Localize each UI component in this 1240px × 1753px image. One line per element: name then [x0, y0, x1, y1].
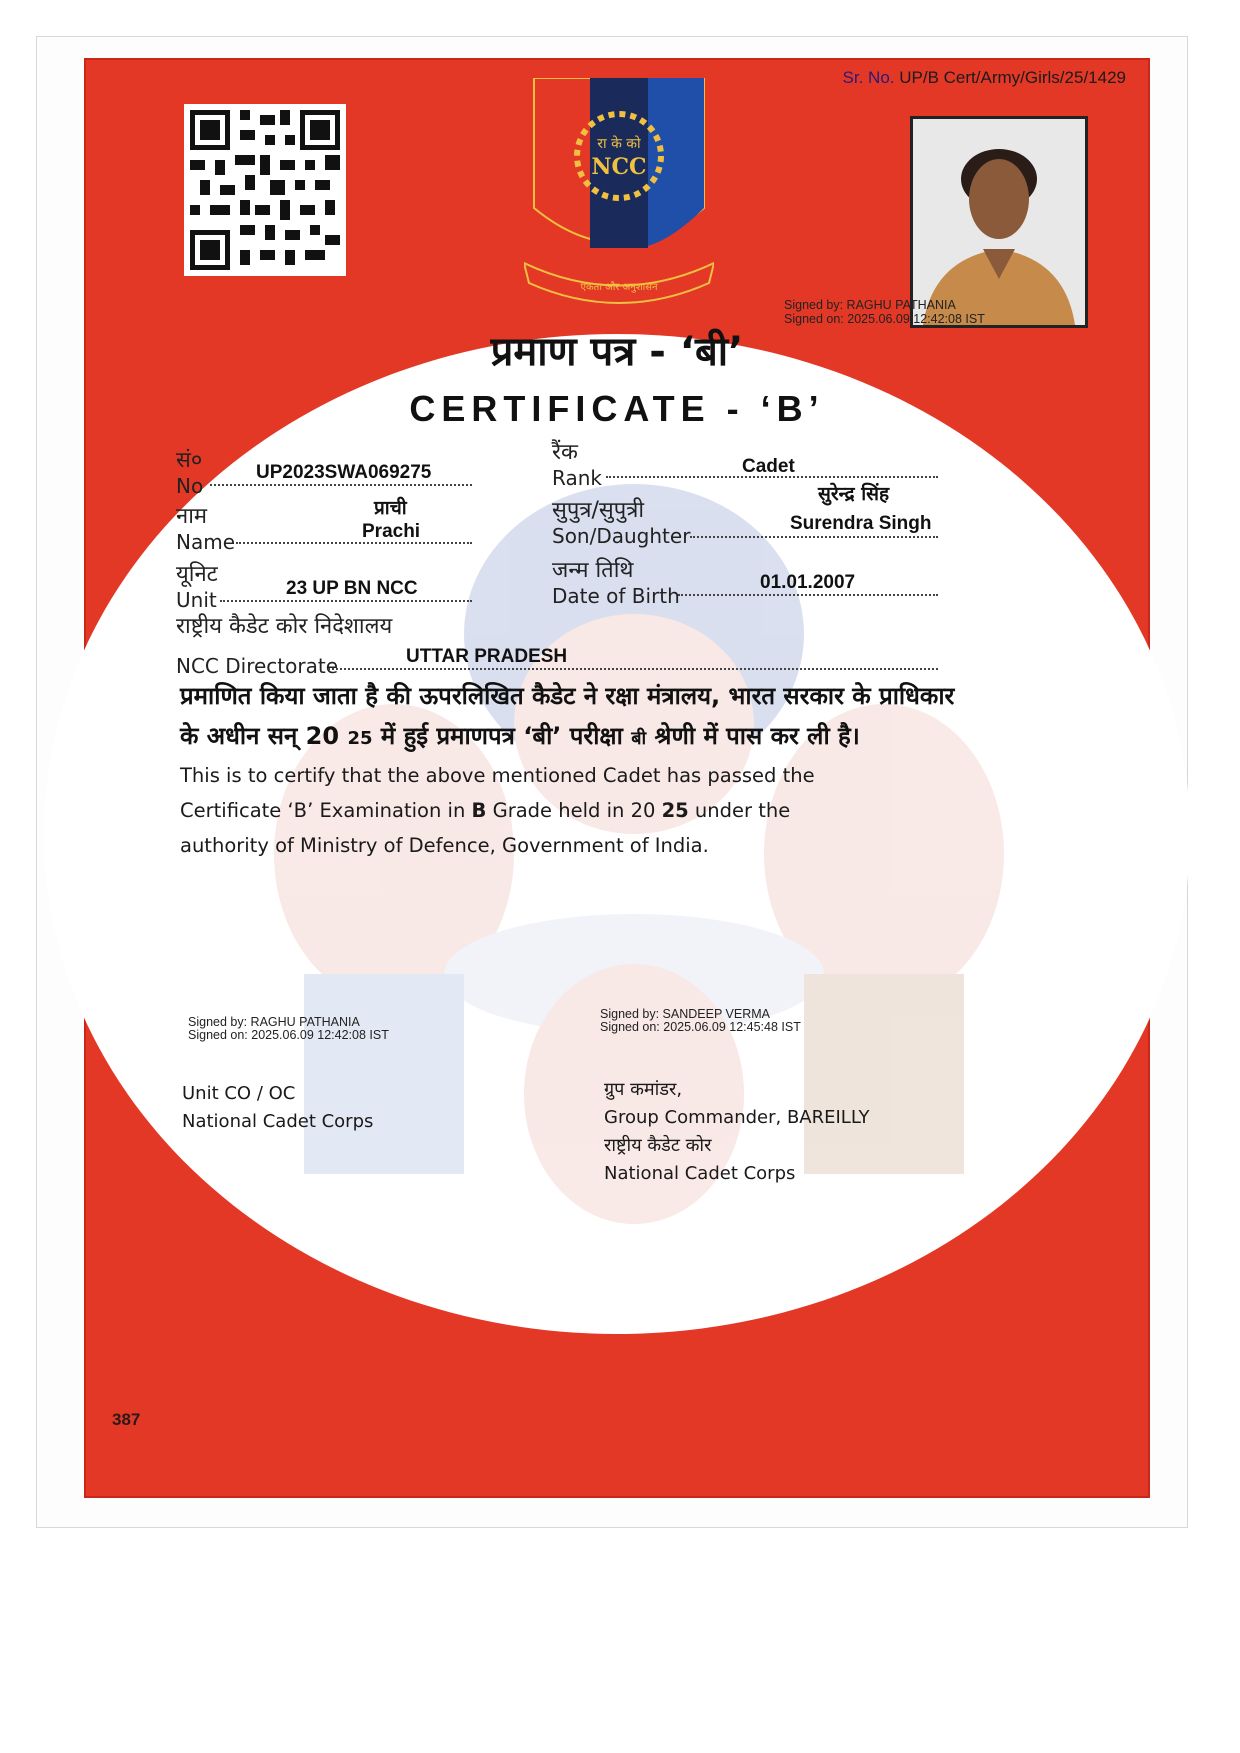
cadet-portrait-icon — [913, 119, 1085, 325]
photo-digital-signature: Signed by: RAGHU PATHANIA Signed on: 2025.06.09 12:42:08 IST — [784, 298, 985, 326]
field-no-line — [210, 484, 472, 486]
field-parent-label: सुपुत्र/सुपुत्री Son/Daughter — [552, 498, 691, 548]
qr-code-icon — [190, 110, 340, 270]
field-parent-value-hindi: सुरेन्द्र सिंह — [818, 483, 890, 505]
cadet-photo — [910, 116, 1088, 328]
field-rank-value: Cadet — [742, 456, 795, 477]
serial-number: Sr. No. UP/B Cert/Army/Girls/25/1429 — [842, 68, 1126, 87]
field-directorate-line — [328, 668, 938, 670]
field-no-value: UP2023SWA069275 — [256, 462, 432, 483]
field-name-value: Prachi — [362, 521, 421, 542]
field-directorate-label: राष्ट्रीय कैडेट कोर निदेशालय NCC Directorate — [176, 614, 393, 678]
field-unit-label: यूनिट Unit — [176, 562, 218, 612]
left-digital-signature: Signed by: RAGHU PATHANIA Signed on: 2025.06.09 12:42:08 IST — [188, 1015, 389, 1042]
field-dob-value: 01.01.2007 — [760, 572, 856, 593]
field-directorate-value: UTTAR PRADESH — [406, 646, 568, 667]
body-hindi: प्रमाणित किया जाता है की ऊपरलिखित कैडेट ने रक्षा मंत्रालय, भारत सरकार के प्राधिकार के अधीन सन् 20 25 में हुई प्रमाणपत्र ‘बी’ परीक्षा बी श्रेणी में पास कर ली है। — [180, 682, 955, 750]
certificate — [84, 58, 1150, 1498]
ncc-crest-icon — [524, 78, 714, 308]
page-number: 387 — [112, 1410, 141, 1429]
footer-left: Unit CO / OC National Cadet Corps — [182, 1083, 374, 1132]
body-english: This is to certify that the above mentioned Cadet has passed the Certificate ‘B’ Examination in B Grade held in 20 25 under the authority of Ministry of Defence, Government of India. — [180, 764, 815, 857]
field-parent-line — [690, 536, 938, 538]
qr-code — [184, 104, 346, 276]
field-no-label: सं० No — [176, 448, 204, 498]
field-parent-value: Surendra Singh — [790, 513, 932, 534]
svg-text:एकता और अनुशासन: एकता और अनुशासन — [580, 282, 658, 293]
footer-right: ग्रुप कमांडर, Group Commander, BAREILLY राष्ट्रीय कैडेट कोर National Cadet Corps — [604, 1079, 870, 1184]
field-unit-line — [220, 600, 472, 602]
svg-text:NCC: NCC — [591, 154, 647, 180]
title-english: CERTIFICATE - ‘B’ — [409, 388, 825, 429]
svg-text:रा के को: रा के को — [597, 136, 641, 152]
field-dob-label: जन्म तिथि Date of Birth — [552, 558, 680, 608]
field-unit-value: 23 UP BN NCC — [286, 578, 418, 599]
field-name-line — [236, 542, 472, 544]
ncc-emblem — [524, 78, 714, 308]
field-rank-label: रैंक Rank — [552, 440, 602, 490]
right-digital-signature: Signed by: SANDEEP VERMA Signed on: 2025.06.09 12:45:48 IST — [600, 1007, 801, 1034]
field-dob-line — [678, 594, 938, 596]
field-name-label: नाम Name — [176, 504, 236, 554]
field-name-value-hindi: प्राची — [374, 497, 407, 519]
title-hindi: प्रमाण पत्र - ‘बी’ — [490, 329, 744, 375]
